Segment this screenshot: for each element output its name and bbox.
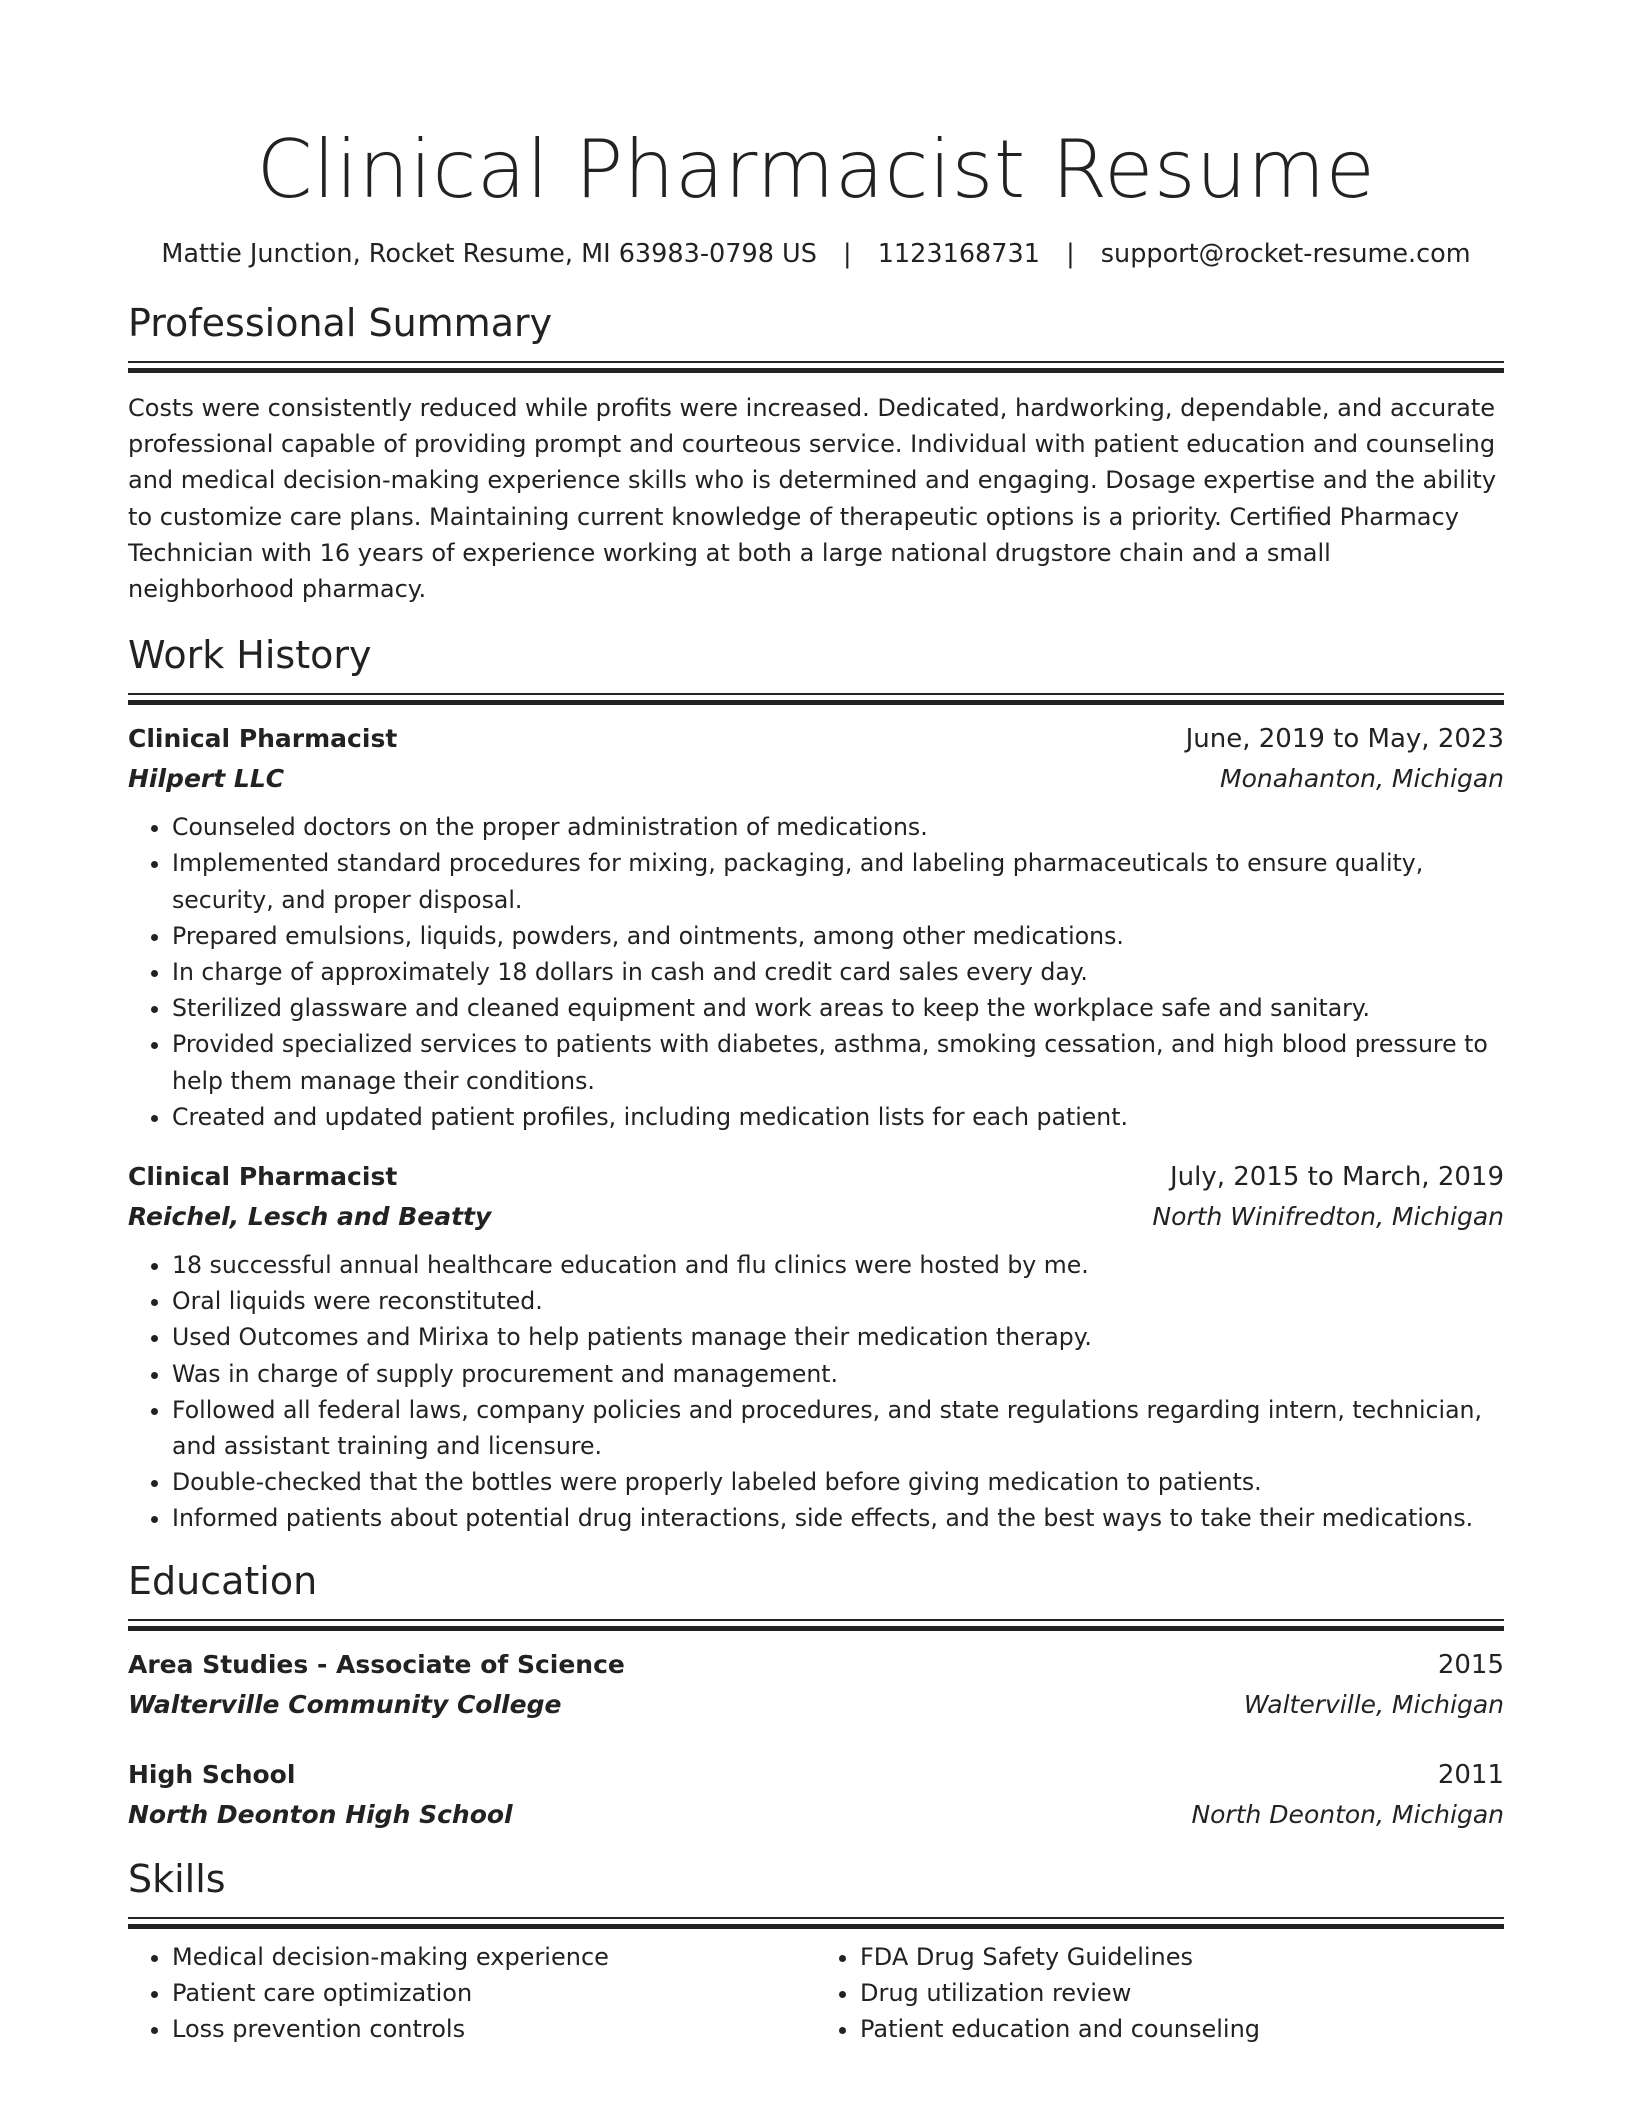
skill-item: • Drug utilization review — [860, 1975, 1504, 2011]
education-school: North Deonton High School — [128, 1799, 513, 1829]
job-location: Monahanton, Michigan — [1220, 764, 1504, 794]
job-company: Reichel, Lesch and Beatty — [128, 1202, 492, 1232]
job-title: Clinical Pharmacist — [128, 724, 398, 754]
section-divider — [128, 1619, 1504, 1631]
education-header — [128, 1645, 1504, 1685]
resume-title: Clinical Pharmacist Resume — [256, 123, 1376, 216]
skill-item: • Patient education and counseling — [860, 2011, 1504, 2047]
education-section — [128, 1557, 1504, 1835]
job-bullet: • Provided specialized services to patients with diabetes, asthma, smoking cessation, and high blood pressure to help them manage their conditions. — [172, 1026, 1504, 1098]
job-bullet: • Prepared emulsions, liquids, powders, and ointments, among other medications. — [172, 918, 1504, 954]
resume-content — [128, 118, 1504, 2047]
contact-separator: | — [1066, 239, 1075, 269]
job-bullet: • 18 successful annual healthcare education and flu clinics were hosted by me. — [172, 1247, 1504, 1283]
job-header — [128, 719, 1504, 759]
education-location: North Deonton, Michigan — [1191, 1799, 1504, 1829]
work-history-section — [128, 631, 1504, 1536]
job-bullet: • Sterilized glassware and cleaned equipment and work areas to keep the workplace safe and sanitary. — [172, 990, 1504, 1026]
skills-list-right — [816, 1939, 1504, 2048]
section-heading-education: Education — [128, 1558, 318, 1603]
job-bullet: • Implemented standard procedures for mixing, packaging, and labeling pharmaceuticals to ensure quality, security, and proper disposal. — [172, 845, 1504, 917]
contact-address: Mattie Junction, Rocket Resume, MI 63983-0798 US — [161, 239, 817, 269]
contact-email: support@rocket-resume.com — [1100, 239, 1471, 269]
section-divider — [128, 361, 1504, 373]
education-entry — [128, 1645, 1504, 1725]
section-divider — [128, 693, 1504, 705]
job-bullet: • Oral liquids were reconstituted. — [172, 1283, 1504, 1319]
job-location: North Winifredton, Michigan — [1152, 1202, 1504, 1232]
section-heading-work-history: Work History — [128, 633, 372, 678]
skills-list-left — [128, 1939, 816, 2048]
job-bullet: • Was in charge of supply procurement and management. — [172, 1356, 1504, 1392]
job-bullet: • Counseled doctors on the proper administration of medications. — [172, 809, 1504, 845]
job-title: Clinical Pharmacist — [128, 1162, 398, 1192]
job-entry — [128, 719, 1504, 1135]
summary-section — [128, 299, 1504, 607]
education-subheader — [128, 1795, 1504, 1835]
job-bullets — [128, 1247, 1504, 1537]
section-heading-skills: Skills — [128, 1856, 226, 1901]
job-subheader — [128, 1197, 1504, 1237]
education-year: 2015 — [1437, 1649, 1504, 1680]
education-location: Walterville, Michigan — [1243, 1689, 1504, 1719]
job-header — [128, 1157, 1504, 1197]
job-bullets — [128, 809, 1504, 1135]
skills-columns — [128, 1939, 1504, 2048]
education-header — [128, 1755, 1504, 1795]
job-entry — [128, 1157, 1504, 1537]
contact-separator: | — [843, 239, 852, 269]
job-bullet: • Informed patients about potential drug interactions, side effects, and the best ways to take their medications. — [172, 1500, 1504, 1536]
skill-item: • Patient care optimization — [172, 1975, 816, 2011]
job-bullet: • In charge of approximately 18 dollars in cash and credit card sales every day. — [172, 954, 1504, 990]
education-subheader — [128, 1685, 1504, 1725]
summary-text: Costs were consistently reduced while profits were increased. Dedicated, hardworking, dependable, and accurate professional capable of providing prompt and courteous service. Individual with patient education and counseling and medical decision-making experience skills who is determined and engaging. Dosage expertise and the ability to customize care plans. Maintaining current knowledge of therapeutic options is a priority. Certified Pharmacy Technician with 16 years of experience working at both a large national drugstore chain and a small neighborhood pharmacy. — [128, 394, 1497, 604]
skills-section — [128, 1855, 1504, 2048]
job-bullet: • Followed all federal laws, company policies and procedures, and state regulations regarding intern, technician, and assistant training and licensure. — [172, 1392, 1504, 1464]
education-school: Walterville Community College — [128, 1689, 562, 1719]
education-degree: Area Studies - Associate of Science — [128, 1649, 625, 1679]
job-dates: June, 2019 to May, 2023 — [1185, 724, 1504, 755]
education-year: 2011 — [1437, 1759, 1504, 1790]
skill-item: • FDA Drug Safety Guidelines — [860, 1939, 1504, 1975]
education-degree: High School — [128, 1759, 296, 1789]
section-heading-summary: Professional Summary — [128, 301, 553, 345]
job-bullet: • Created and updated patient profiles, including medication lists for each patient. — [172, 1099, 1504, 1135]
contact-line — [128, 236, 1504, 272]
job-bullet: • Double-checked that the bottles were properly labeled before giving medication to patients. — [172, 1464, 1504, 1500]
section-divider — [128, 1917, 1504, 1929]
job-bullet: • Used Outcomes and Mirixa to help patients manage their medication therapy. — [172, 1319, 1504, 1355]
education-entry — [128, 1755, 1504, 1835]
contact-phone: 1123168731 — [877, 239, 1040, 269]
job-company: Hilpert LLC — [128, 764, 285, 794]
skill-item: • Loss prevention controls — [172, 2011, 816, 2047]
skill-item: • Medical decision-making experience — [172, 1939, 816, 1975]
job-dates: July, 2015 to March, 2019 — [1169, 1162, 1504, 1193]
job-subheader — [128, 759, 1504, 799]
